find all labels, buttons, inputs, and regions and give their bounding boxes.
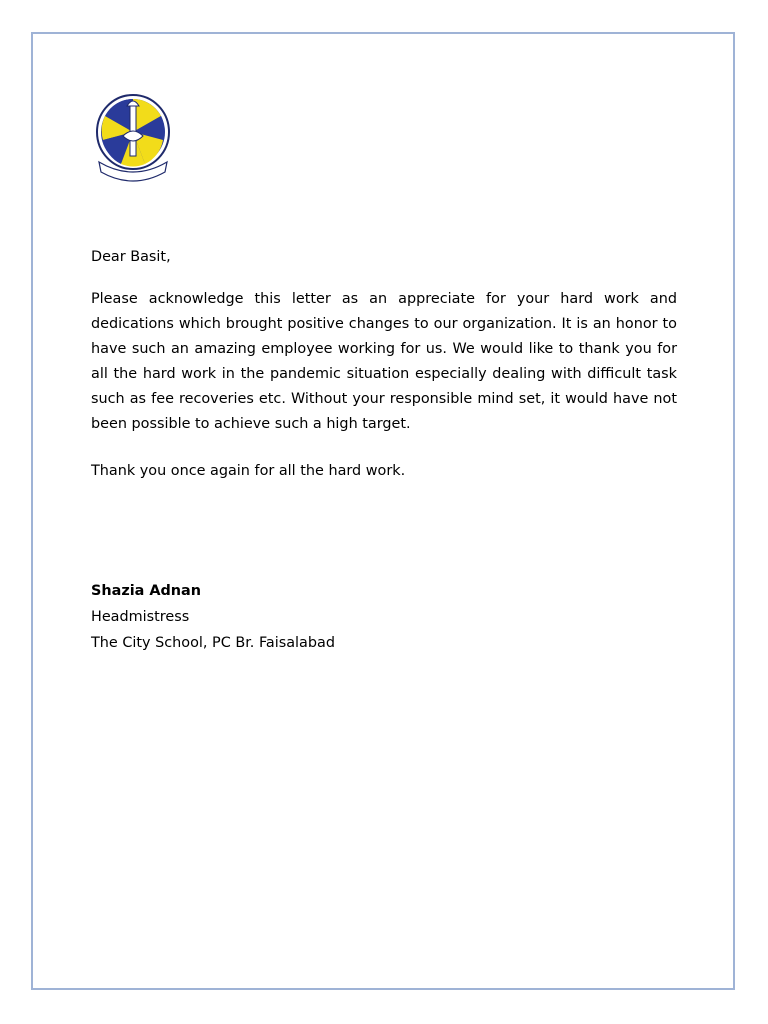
signer-name: Shazia Adnan [91, 583, 201, 599]
closing-line: Thank you once again for all the hard work. [91, 463, 406, 479]
school-crest-icon [93, 92, 177, 184]
signer-organization: The City School, PC Br. Faisalabad [91, 635, 335, 651]
letter-body: Please acknowledge this letter as an appreciate for your hard work and dedications which brought positive changes to our organization. It is an honor to have such an amazing employee working for us. We would like to thank you for all the hard work in the pandemic situation especially dealing with difficult task such as fee recoveries etc. Without your responsible mind set, it would have not been possible to achieve such a high target. [91, 291, 677, 432]
signer-title: Headmistress [91, 609, 190, 625]
signature-block [91, 578, 491, 656]
salutation: Dear Basit, [91, 249, 171, 265]
